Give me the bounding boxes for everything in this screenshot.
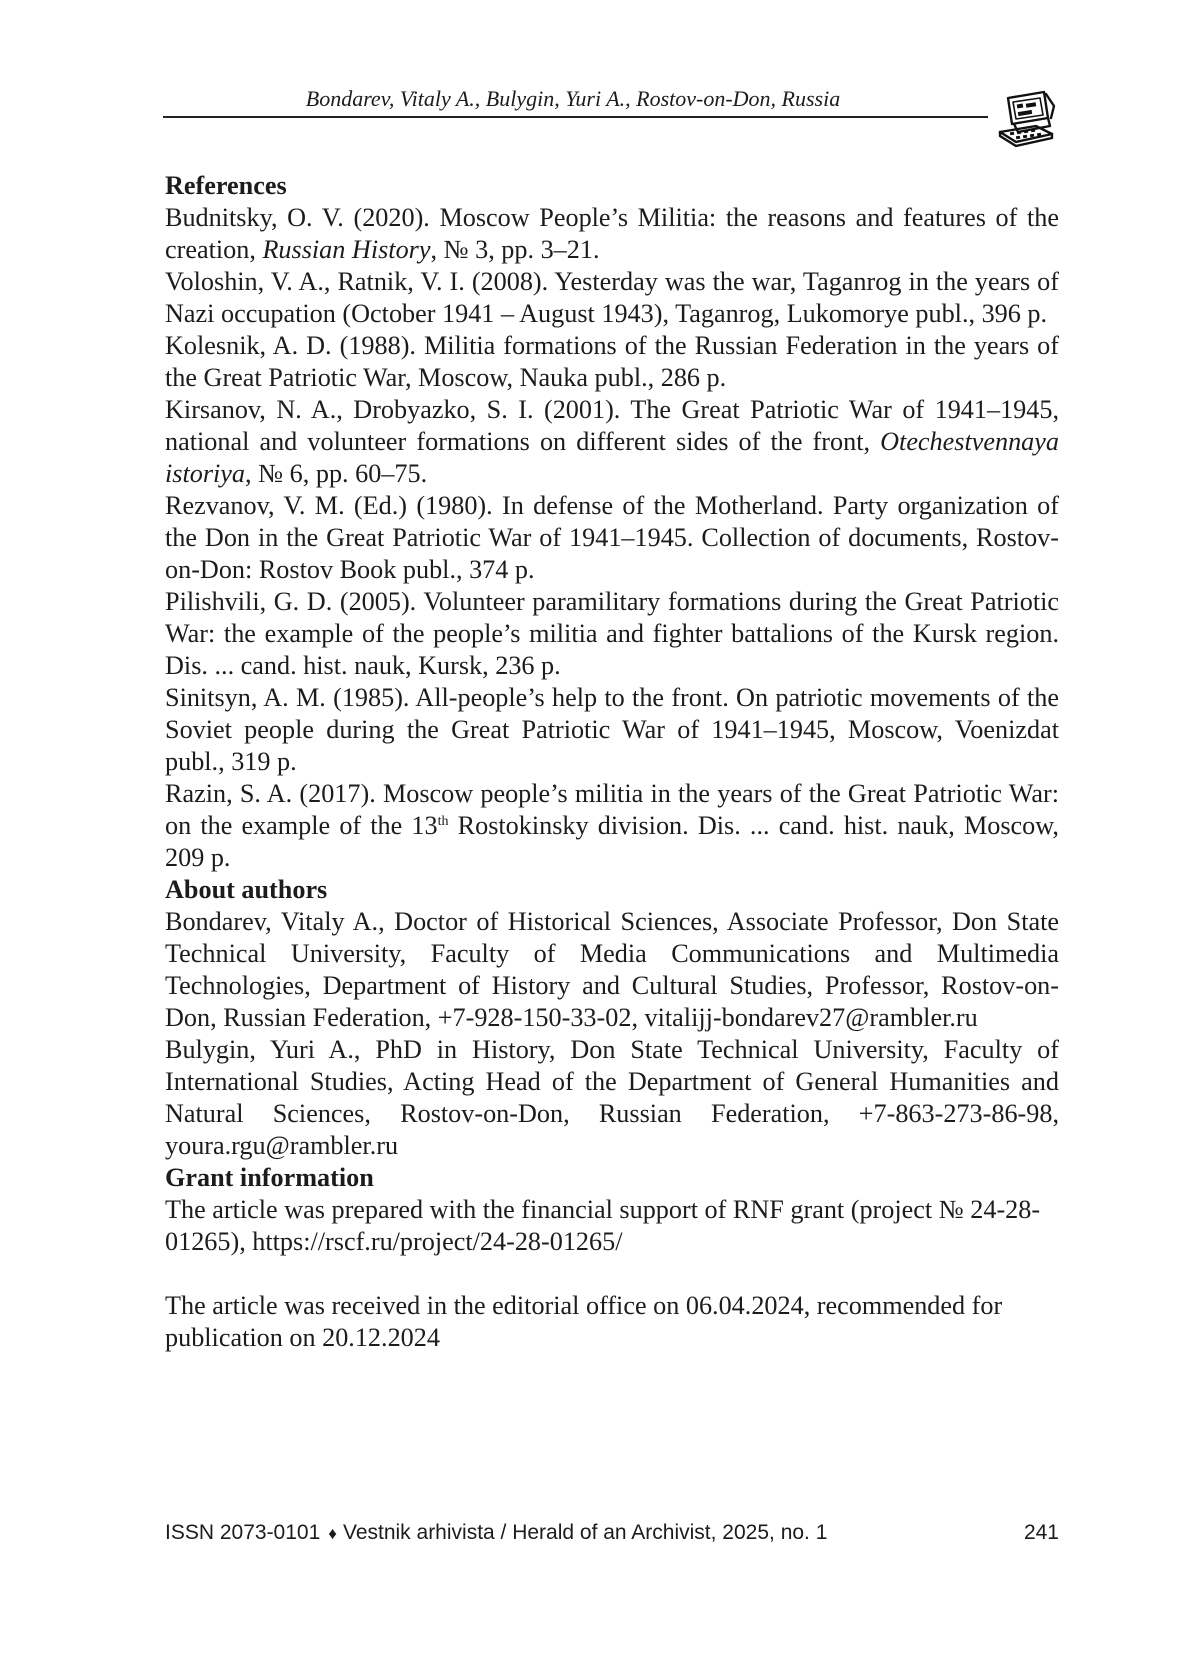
received-date-note: The article was received in the editorial office on 06.04.2024, recommended for publication on 20.12.2024 bbox=[165, 1291, 1003, 1352]
article-body bbox=[165, 170, 1059, 1354]
reference-item: Rezvanov, V. M. (Ed.) (1980). In defense of the Motherland. Party organization of the Don in the Great Patriotic War of 1941–1945. Collection of documents, Rostov-on-Don: Rostov Book publ., 374 p. bbox=[165, 491, 1059, 584]
reference-item bbox=[165, 778, 1059, 874]
grant-text: The article was prepared with the financial support of RNF grant (project № 24-28-01265), https://rscf.ru/project/24-28-01265/ bbox=[165, 1195, 1041, 1256]
grant-information-heading: Grant information bbox=[165, 1163, 374, 1192]
reference-text: , № 3, pp. 3–21. bbox=[430, 235, 600, 264]
issn: ISSN 2073-0101 bbox=[165, 1521, 321, 1544]
reference-item bbox=[165, 394, 1059, 490]
reference-source-title: Otechestvennaya istoriya bbox=[165, 427, 1059, 488]
ordinal-superscript: th bbox=[437, 814, 449, 829]
references-heading: References bbox=[165, 171, 287, 200]
diamond-separator-icon: ♦ bbox=[328, 1524, 337, 1543]
reference-item bbox=[165, 202, 1059, 266]
author-info: Bondarev, Vitaly A., Doctor of Historical Sciences, Associate Professor, Don State Technical University, Faculty of Media Communications and Multimedia Technologies, Department of History and Cultural Studies, Professor, Rostov-on-Don, Russian Federation, +7-928-150-33-02, vitalijj-bondarev27@rambler.ru bbox=[165, 907, 1059, 1032]
reference-source-title: Russian History bbox=[262, 235, 431, 264]
reference-item: Kolesnik, A. D. (1988). Militia formations of the Russian Federation in the years of the Great Patriotic War, Moscow, Nauka publ., 286 p. bbox=[165, 331, 1059, 392]
reference-text: , № 6, pp. 60–75. bbox=[245, 459, 428, 488]
reference-text: Razin, S. A. (2017). Moscow people’s militia in the years of the Great Patriotic War: on the example of the 13 bbox=[165, 779, 1059, 840]
about-authors-heading: About authors bbox=[165, 875, 328, 904]
page-footer bbox=[165, 1518, 1059, 1549]
header-rule bbox=[163, 116, 988, 118]
page-number: 241 bbox=[1023, 1521, 1059, 1544]
computer-archive-logo-icon bbox=[994, 88, 1058, 148]
reference-item: Sinitsyn, A. M. (1985). All-people’s help to the front. On patriotic movements of the Soviet people during the Great Patriotic War of 1941–1945, Moscow, Voenizdat publ., 319 p. bbox=[165, 683, 1059, 776]
paragraph-gap bbox=[165, 1258, 1059, 1290]
reference-text: Budnitsky, O. V. (2020). Moscow People’s Militia: the reasons and features of the creation, bbox=[165, 203, 1059, 264]
running-title: Bondarev, Vitaly A., Bulygin, Yuri A., Rostov-on-Don, Russia bbox=[305, 86, 841, 111]
journal-citation: Vestnik arhivista / Herald of an Archivist, 2025, no. 1 bbox=[342, 1521, 828, 1544]
reference-text: Rostokinsky division. Dis. ... cand. hist. nauk, Moscow, 209 p. bbox=[165, 811, 1059, 872]
author-info: Bulygin, Yuri A., PhD in History, Don State Technical University, Faculty of International Studies, Acting Head of the Department of General Humanities and Natural Sciences, Rostov-on-Don, Russian Federation, +7-863-273-86-98, youra.rgu@rambler.ru bbox=[165, 1035, 1059, 1160]
reference-item: Voloshin, V. A., Ratnik, V. I. (2008). Yesterday was the war, Taganrog in the years of Nazi occupation (October 1941 – August 1943), Taganrog, Lukomorye publ., 396 p. bbox=[165, 267, 1059, 328]
reference-item: Pilishvili, G. D. (2005). Volunteer paramilitary formations during the Great Patriotic War: the example of the people’s militia and fighter battalions of the Kursk region. Dis. ... cand. hist. nauk, Kursk, 236 p. bbox=[165, 587, 1059, 680]
reference-text: Kirsanov, N. A., Drobyazko, S. I. (2001). The Great Patriotic War of 1941–1945, national and volunteer formations on different sides of the front, bbox=[165, 395, 1059, 456]
